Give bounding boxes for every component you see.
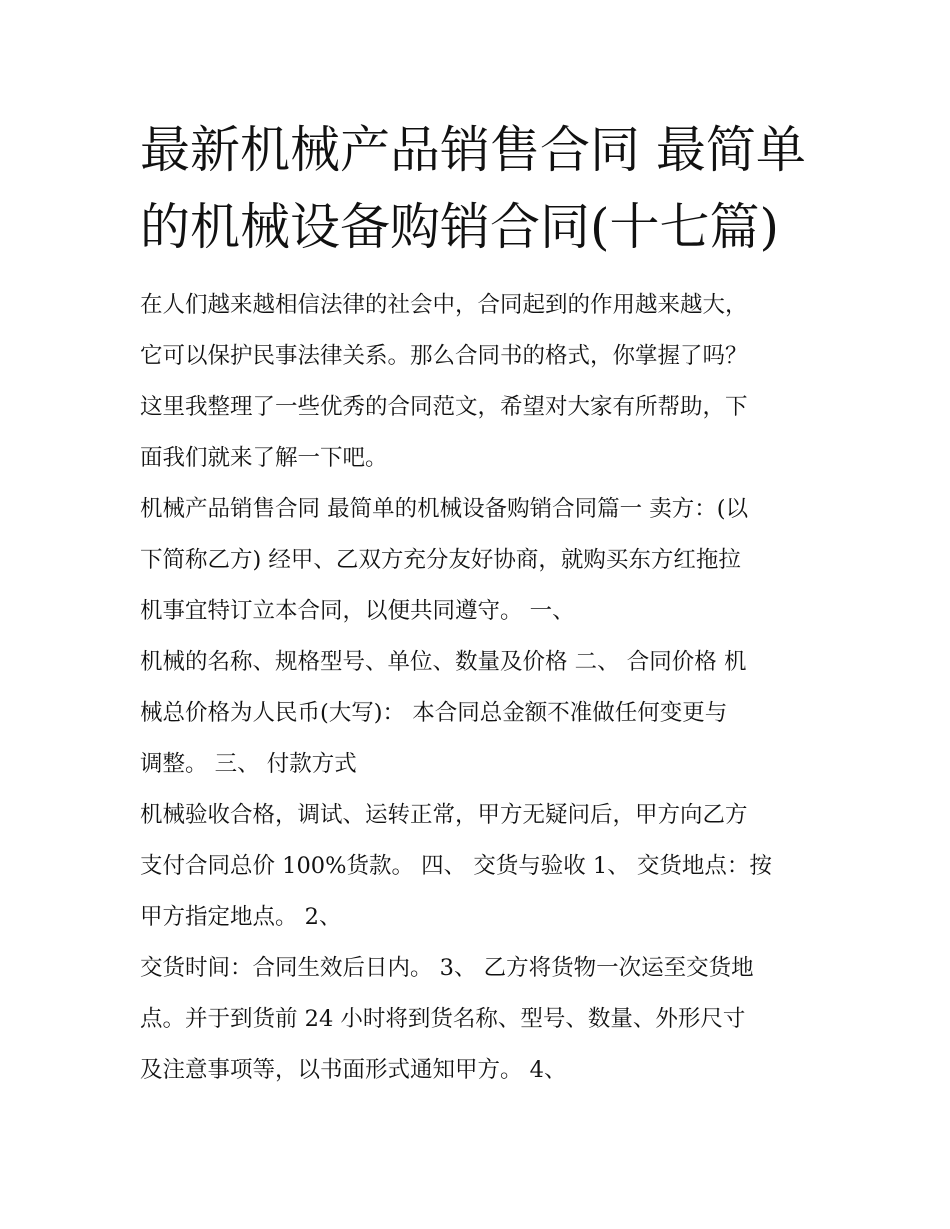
document-title: 最新机械产品销售合同 最简单 的机械设备购销合同(十七篇) <box>140 121 806 256</box>
price-clause-paragraph: 机械的名称、规格型号、单位、数量及价格 二、 合同价格 机 械总价格为人民币(大写)： 本合同总金额不准做任何变更与 调整。 三、 付款方式 <box>140 649 747 777</box>
document-body <box>140 280 830 1096</box>
payment-clause-paragraph: 机械验收合格，调试、运转正常，甲方无疑问后，甲方向乙方 支付合同总价 100%货款。 四、 交货与验收 1、 交货地点：按 甲方指定地点。 2、 <box>140 802 772 930</box>
contract-opening-paragraph: 机械产品销售合同 最简单的机械设备购销合同篇一 卖方：(以 下简称乙方) 经甲、乙双方充分友好协商，就购买东方红拖拉 机事宜特订立本合同，以便共同遵守。 一、 <box>140 496 749 624</box>
delivery-clause-paragraph: 交货时间：合同生效后日内。 3、 乙方将货物一次运至交货地 点。并于到货前 24 小时将到货名称、型号、数量、外形尺寸 及注意事项等，以书面形式通知甲方。 4、 <box>140 955 754 1083</box>
intro-paragraph: 在人们越来越相信法律的社会中，合同起到的作用越来越大， 它可以保护民事法律关系。那么合同书的格式，你掌握了吗？ 这里我整理了一些优秀的合同范文，希望对大家有所帮助，下 面我们就来了解一下吧。 <box>140 292 748 471</box>
